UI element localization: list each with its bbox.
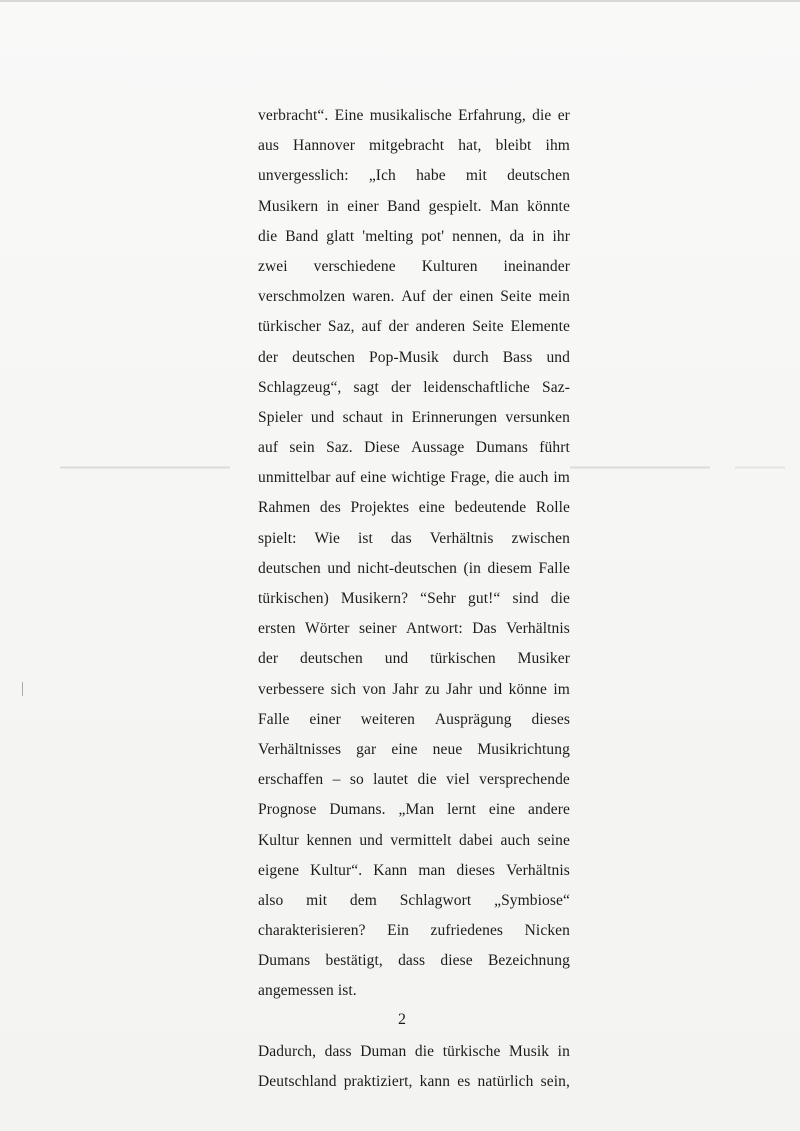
text-line: aus Hannover mitgebracht hat, bleibt ihm — [258, 137, 570, 155]
text-line: Rahmen des Projektes eine bedeutende Rolle — [258, 499, 570, 517]
text-line: verbracht“. Eine musikalische Erfahrung, die er — [258, 107, 570, 124]
page-top-edge — [0, 0, 800, 2]
paragraph — [258, 101, 570, 1007]
text-line: Musikern in einer Band gespielt. Man könnte — [258, 197, 570, 215]
text-line: verschmolzen waren. Auf der einen Seite mein — [258, 288, 570, 306]
fold-line-left — [60, 466, 230, 469]
text-line: unvergesslich: „Ich habe mit deutschen — [258, 167, 570, 185]
text-line: charakterisieren? Ein zufriedenes Nicken — [258, 922, 570, 940]
text-line: zwei verschiedene Kulturen ineinander — [258, 257, 570, 275]
fold-line-right — [570, 466, 710, 469]
text-line: die Band glatt 'melting pot' nennen, da in ihr — [258, 227, 570, 245]
page-number: 2 — [398, 1011, 406, 1028]
text-line: der deutschen Pop-Musik durch Bass und — [258, 348, 570, 366]
text-line: der deutschen und türkischen Musiker — [258, 650, 570, 668]
fold-line-edge — [735, 466, 785, 469]
text-line: Dadurch, dass Duman die türkische Musik in — [258, 1042, 570, 1060]
text-line: Falle einer weiteren Ausprägung dieses — [258, 710, 570, 728]
text-line: deutschen und nicht-deutschen (in diesem Falle — [258, 559, 570, 577]
text-line: Deutschland praktiziert, kann es natürlich sein, — [258, 1072, 570, 1090]
paragraph — [258, 1037, 570, 1097]
text-line: ersten Wörter seiner Antwort: Das Verhältnis — [258, 620, 570, 638]
text-line: türkischer Saz, auf der anderen Seite Elemente — [258, 318, 570, 336]
text-line: Prognose Dumans. „Man lernt eine andere — [258, 801, 570, 819]
text-line: Kultur kennen und vermittelt dabei auch seine — [258, 831, 570, 849]
text-line: auf sein Saz. Diese Aussage Dumans führt — [258, 439, 570, 457]
text-line: also mit dem Schlagwort „Symbiose“ — [258, 891, 570, 909]
text-line: erschaffen – so lautet die viel versprechende — [258, 771, 570, 789]
text-line: angemessen ist. — [258, 982, 357, 1000]
text-line: Schlagzeug“, sagt der leidenschaftliche Saz- — [258, 378, 570, 396]
margin-mark — [22, 682, 23, 696]
text-line: spielt: Wie ist das Verhältnis zwischen — [258, 529, 570, 547]
body-text — [258, 101, 570, 1097]
text-line: Spieler und schaut in Erinnerungen versunken — [258, 408, 570, 426]
text-line: Verhältnisses gar eine neue Musikrichtung — [258, 740, 570, 758]
text-line: unmittelbar auf eine wichtige Frage, die auch im — [258, 469, 570, 487]
text-line: eigene Kultur“. Kann man dieses Verhältnis — [258, 861, 570, 879]
text-line: Dumans bestätigt, dass diese Bezeichnung — [258, 952, 570, 970]
text-line: verbessere sich von Jahr zu Jahr und könne im — [258, 680, 570, 698]
text-line: türkischen) Musikern? “Sehr gut!“ sind die — [258, 590, 570, 607]
